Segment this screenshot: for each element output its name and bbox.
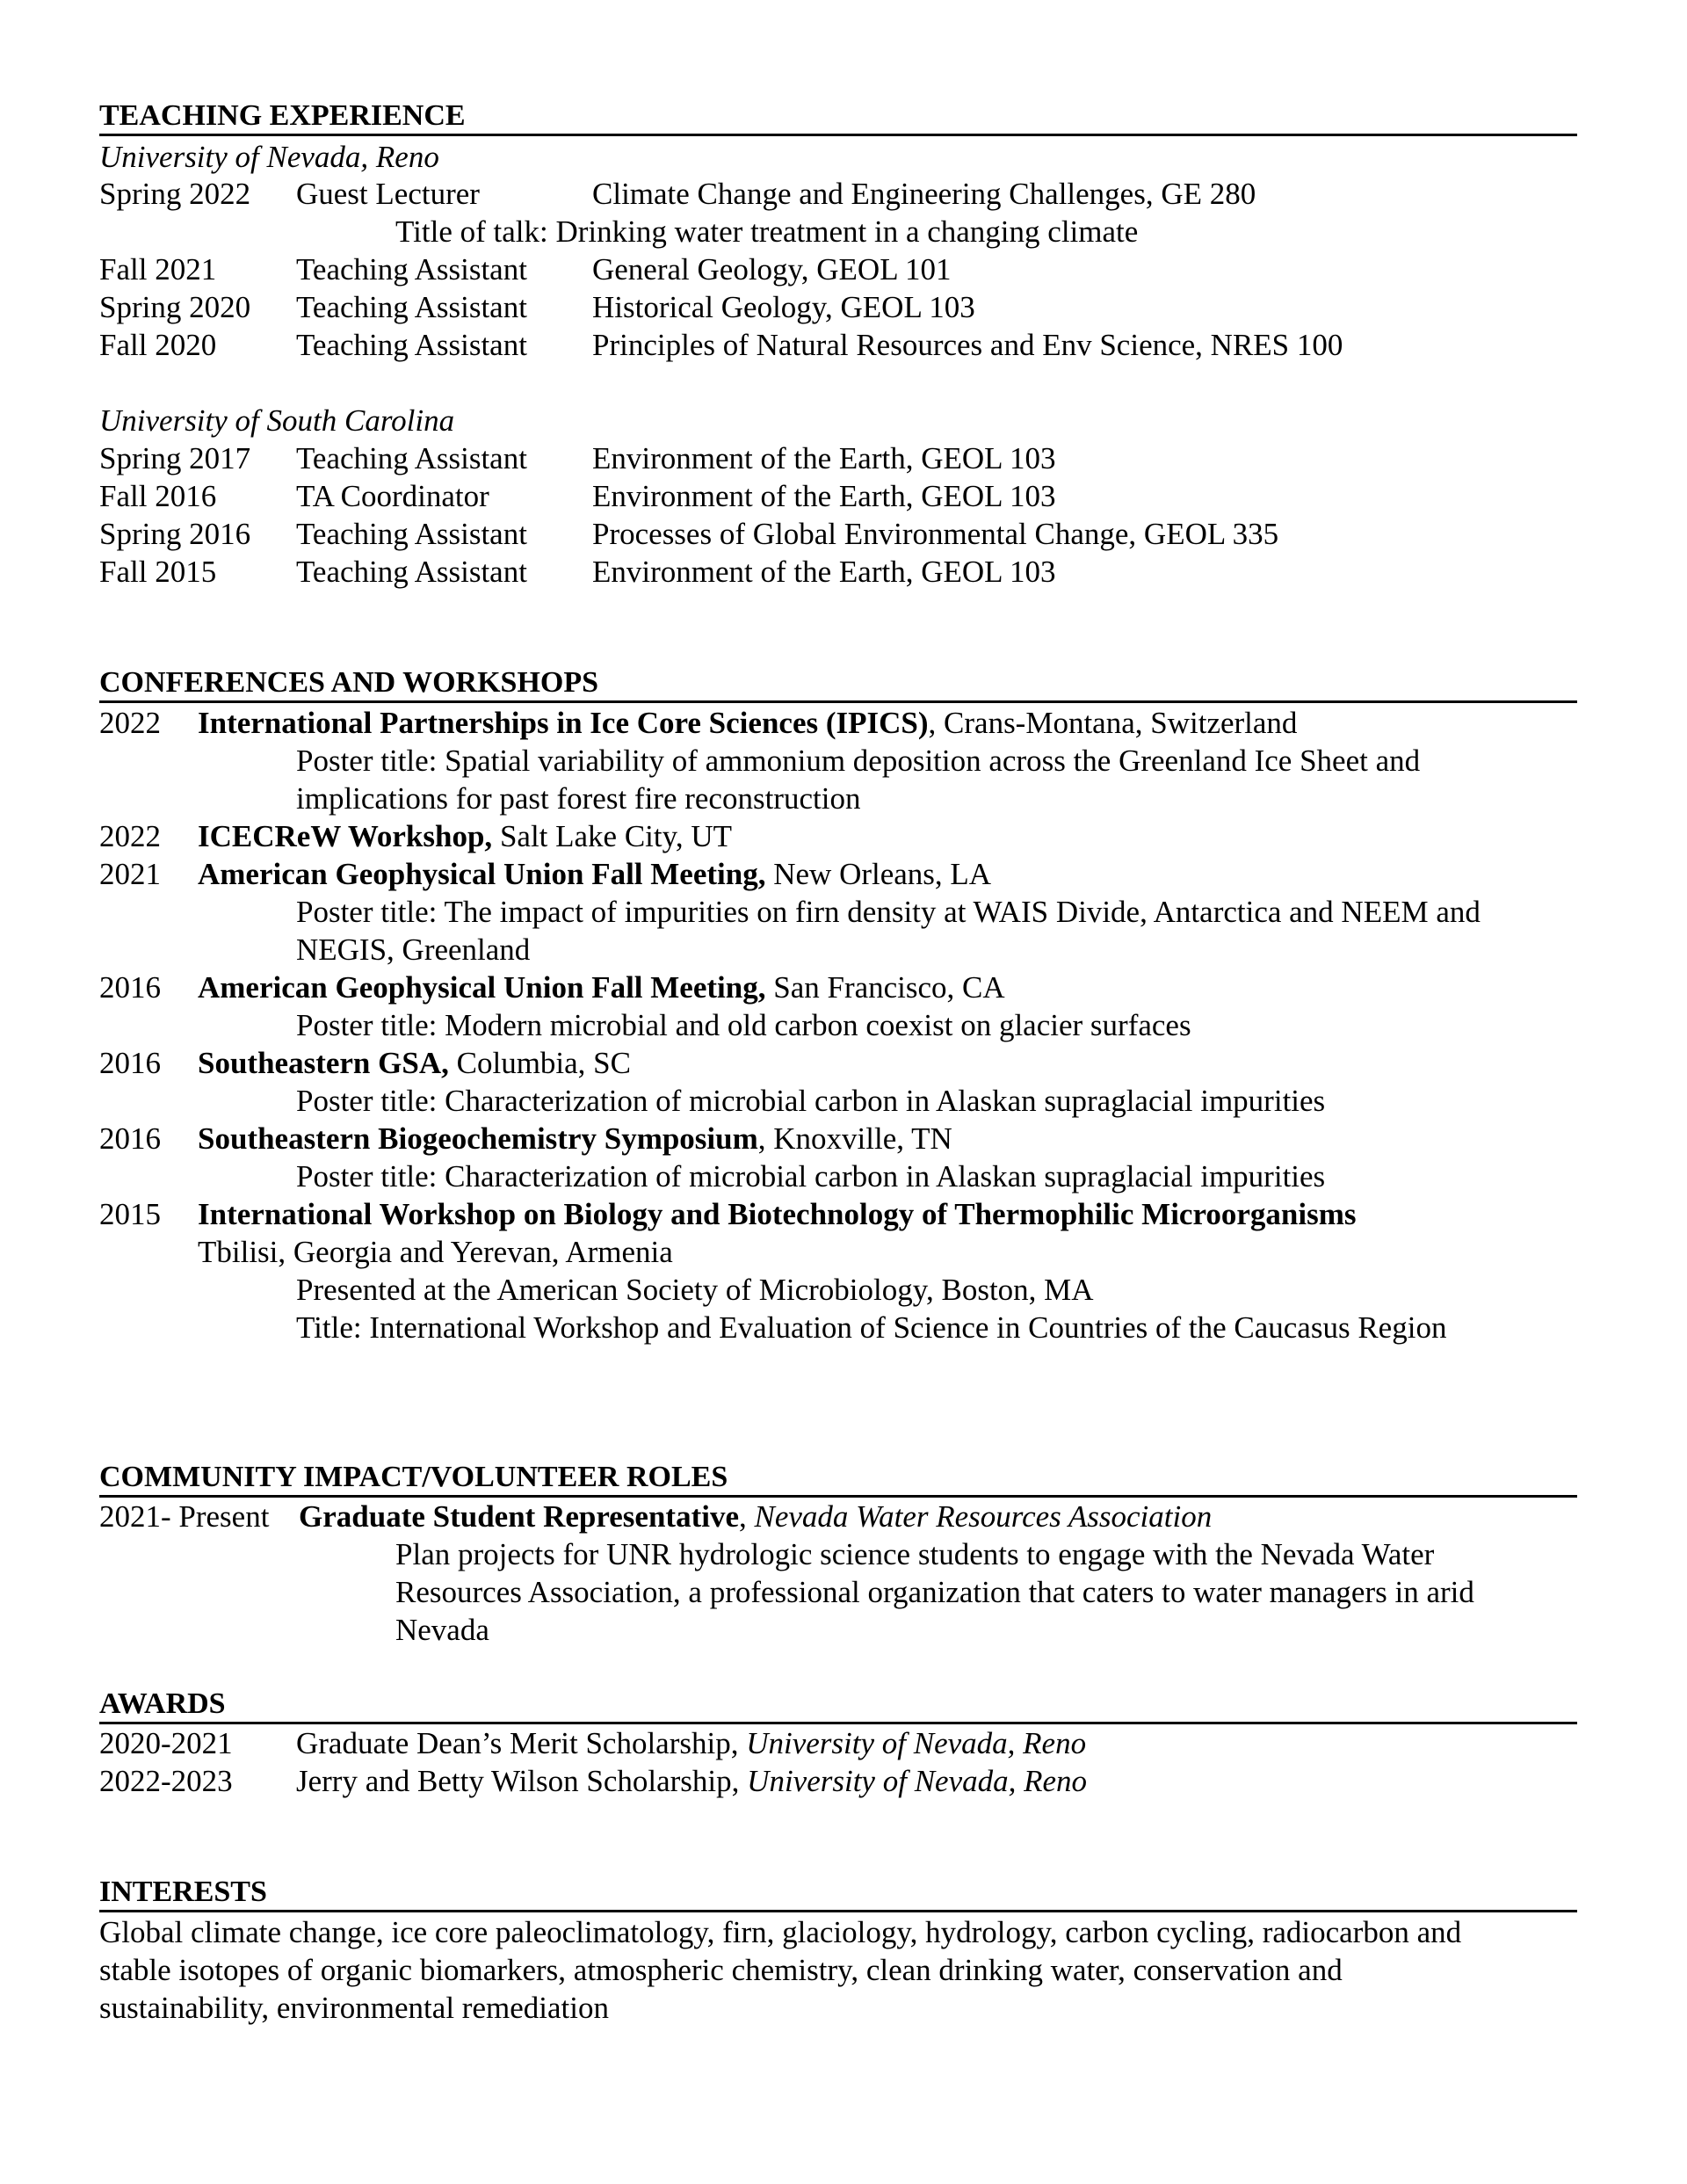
volunteer-period: 2021- Present [99,1499,270,1534]
term: Spring 2016 [99,517,251,551]
award-title: Jerry and Betty Wilson Scholarship, [296,1764,748,1798]
role: Teaching Assistant [296,555,527,589]
section-heading-awards: AWARDS [99,1687,1577,1724]
conference-place: New Orleans, LA [765,857,992,891]
conference-place: Salt Lake City, UT [492,819,733,853]
conference-year: 2021 [99,857,161,891]
award-title: Graduate Dean’s Merit Scholarship, [296,1726,747,1760]
section-heading-conferences: CONFERENCES AND WORKSHOPS [99,665,1577,703]
conference-title [198,969,1005,1006]
award-name [296,1762,1087,1800]
term: Fall 2021 [99,252,217,287]
conference-title [198,704,1297,742]
conference-year: 2022 [99,819,161,853]
conference-detail: Poster title: Modern microbial and old carbon coexist on glacier surfaces [296,1008,1191,1042]
volunteer-role: Graduate Student Representative [299,1499,739,1534]
conference-detail: Poster title: Characterization of microbial carbon in Alaskan supraglacial impurities [296,1159,1326,1194]
interests-text: Global climate change, ice core paleoclimatology, firn, glaciology, hydrology, carbon cycling, radiocarbon and [99,1915,1462,1949]
award-name [296,1724,1086,1762]
role: Teaching Assistant [296,328,527,362]
interests-text: stable isotopes of organic biomarkers, atmospheric chemistry, clean drinking water, conservation and [99,1953,1343,1987]
course: Environment of the Earth, GEOL 103 [592,441,1056,475]
term: Fall 2020 [99,328,217,362]
conference-detail: Presented at the American Society of Microbiology, Boston, MA [296,1273,1094,1307]
conference-name: International Workshop on Biology and Biotechnology of Thermophilic Microorganisms [198,1197,1357,1231]
conference-name: American Geophysical Union Fall Meeting, [198,970,766,1005]
conference-year: 2016 [99,1046,161,1080]
conference-title [198,1044,631,1082]
course: Historical Geology, GEOL 103 [592,290,975,324]
course: Principles of Natural Resources and Env Science, NRES 100 [592,328,1343,362]
conference-year: 2015 [99,1197,161,1231]
conference-detail: Title: International Workshop and Evaluation of Science in Countries of the Caucasus Region [296,1310,1447,1345]
role: TA Coordinator [296,479,489,513]
conference-detail: Poster title: Characterization of microbial carbon in Alaskan supraglacial impurities [296,1084,1326,1118]
volunteer-description: Plan projects for UNR hydrologic science students to engage with the Nevada Water [395,1537,1435,1571]
term: Spring 2017 [99,441,251,475]
award-institution: University of Nevada, Reno [746,1726,1087,1760]
conference-name: International Partnerships in Ice Core Sciences (IPICS) [198,706,929,740]
volunteer-role-line: Graduate Student Representative, Nevada Water Resources Association [299,1499,1213,1534]
conference-title [198,855,991,893]
award-period: 2022-2023 [99,1764,233,1798]
course: Environment of the Earth, GEOL 103 [592,479,1056,513]
award-institution: University of Nevada, Reno [747,1764,1088,1798]
course: Climate Change and Engineering Challenges, GE 280 [592,177,1256,211]
institution-usc: University of South Carolina [99,403,455,438]
term: Fall 2016 [99,479,217,513]
conference-year: 2016 [99,1121,161,1156]
conference-location: Tbilisi, Georgia and Yerevan, Armenia [198,1235,673,1269]
institution-unr: University of Nevada, Reno [99,140,439,174]
conference-detail: implications for past forest fire reconstruction [296,781,861,816]
conference-name: Southeastern GSA, [198,1046,449,1080]
conference-name: American Geophysical Union Fall Meeting, [198,857,766,891]
conference-title [198,1195,1356,1233]
conference-place: Columbia, SC [448,1046,631,1080]
conference-detail: NEGIS, Greenland [296,932,531,967]
conference-title [198,817,732,855]
role: Teaching Assistant [296,517,527,551]
conference-place: , Knoxville, TN [757,1121,952,1156]
course: Environment of the Earth, GEOL 103 [592,555,1056,589]
role: Guest Lecturer [296,177,480,211]
term: Spring 2022 [99,177,251,211]
role: Teaching Assistant [296,290,527,324]
conference-detail: Poster title: Spatial variability of ammonium deposition across the Greenland Ice Sheet and [296,744,1421,778]
talk-title: Title of talk: Drinking water treatment in a changing climate [395,214,1139,249]
term: Spring 2020 [99,290,251,324]
interests-text: sustainability, environmental remediation [99,1991,609,2025]
course: General Geology, GEOL 101 [592,252,952,287]
award-period: 2020-2021 [99,1726,233,1760]
section-heading-teaching: TEACHING EXPERIENCE [99,98,1577,136]
term: Fall 2015 [99,555,217,589]
course: Processes of Global Environmental Change, GEOL 335 [592,517,1279,551]
conference-name: Southeastern Biogeochemistry Symposium [198,1121,758,1156]
conference-name: ICECReW Workshop, [198,819,493,853]
role: Teaching Assistant [296,441,527,475]
conference-detail: Poster title: The impact of impurities on firn density at WAIS Divide, Antarctica and NEEM and [296,895,1481,929]
role: Teaching Assistant [296,252,527,287]
volunteer-org: Nevada Water Resources Association [754,1499,1213,1534]
volunteer-description: Resources Association, a professional organization that caters to water managers in arid [395,1575,1474,1609]
conference-year: 2022 [99,706,161,740]
conference-place: , Crans-Montana, Switzerland [928,706,1298,740]
section-heading-community: COMMUNITY IMPACT/VOLUNTEER ROLES [99,1460,1577,1498]
conference-place: San Francisco, CA [765,970,1005,1005]
section-heading-interests: INTERESTS [99,1875,1577,1912]
conference-year: 2016 [99,970,161,1005]
conference-title [198,1120,952,1157]
volunteer-description: Nevada [395,1613,489,1647]
